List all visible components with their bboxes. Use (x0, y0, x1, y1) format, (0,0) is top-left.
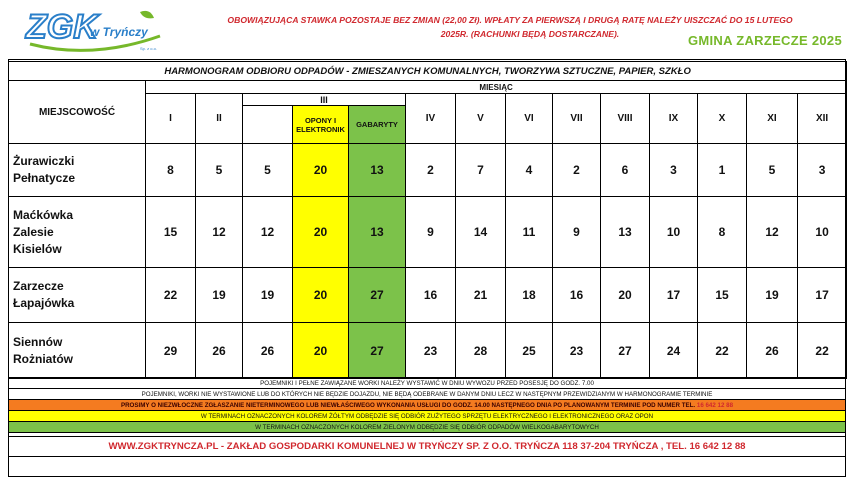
schedule-row (9, 144, 847, 197)
date-cell: 29 (146, 323, 196, 379)
gmina-title: GMINA ZARZECZE 2025 (687, 33, 842, 48)
date-cell: 20 (601, 268, 650, 323)
date-cell: 25 (506, 323, 553, 379)
date-cell: 9 (406, 197, 456, 268)
month-header: IX (650, 94, 698, 144)
location-name: Siennów (13, 334, 63, 349)
date-cell: 26 (196, 323, 243, 379)
date-cell: 13 (349, 197, 406, 268)
date-cell: 5 (196, 144, 243, 197)
footer-website: WWW.ZGKTRYNCZA.PL - ZAKŁAD GOSPODARKI KOMUNELNEJ W TRYŃCZY SP. Z O.O. TRYŃCZA 118 37-204 TRYŃCZA , TEL. 16 642 12 88 (9, 437, 846, 457)
date-cell: 12 (747, 197, 798, 268)
date-cell: 19 (243, 268, 293, 323)
month-header: VI (506, 94, 553, 144)
march-regular-subheader (243, 106, 293, 144)
zgk-logo (22, 6, 172, 54)
date-cell: 10 (650, 197, 698, 268)
date-cell: 12 (243, 197, 293, 268)
date-cell: 20 (293, 323, 349, 379)
location-name: Rożniatów (13, 351, 73, 366)
location-name: Kisielów (13, 241, 62, 256)
schedule-table (8, 61, 847, 379)
date-cell: 8 (698, 197, 747, 268)
location-cell (9, 323, 146, 379)
date-cell: 20 (293, 197, 349, 268)
date-cell: 16 (553, 268, 601, 323)
footer-phone: 16 642 12 88 (696, 401, 734, 409)
date-cell: 22 (146, 268, 196, 323)
date-cell: 28 (456, 323, 506, 379)
date-cell: 20 (293, 268, 349, 323)
date-cell: 23 (553, 323, 601, 379)
location-name: Żurawiczki (13, 154, 75, 168)
date-cell: 7 (456, 144, 506, 197)
date-cell: 4 (506, 144, 553, 197)
footer-line-4-yellow: W TERMINACH OZNACZONYCH KOLOREM ŻÓŁTYM ODBĘDZIE SIĘ ODBIÓR ZUŻYTEGO SPRZĘTU ELEKTRYCZNEGO I ELEKTRONICZNEGO ORAZ OPON (9, 411, 846, 422)
date-cell: 9 (553, 197, 601, 268)
location-name: Zalesie (13, 224, 54, 239)
date-cell: 3 (650, 144, 698, 197)
location-cell (9, 197, 146, 268)
date-cell: 13 (349, 144, 406, 197)
month-header: V (456, 94, 506, 144)
month-header: II (196, 94, 243, 144)
date-cell: 16 (406, 268, 456, 323)
footer-line-3 (9, 400, 846, 411)
date-cell: 21 (456, 268, 506, 323)
footer-line-5-green: W TERMINACH OZNACZONYCH KOLOREM ZIELONYM ODBĘDZIE SIĘ ODBIÓR ODPADÓW WIELKOGABARYTOWYCH (9, 422, 846, 433)
logo-small: Sp. z o.o. (140, 46, 157, 51)
date-cell: 3 (798, 144, 847, 197)
date-cell: 15 (146, 197, 196, 268)
date-cell: 5 (747, 144, 798, 197)
date-cell: 11 (506, 197, 553, 268)
footer-line-1: POJEMNIKI I PEŁNE ZAWIĄZANE WORKI NALEŻY WYSTAWIĆ W DNIU WYWOZU PRZED POSESJĘ DO GODZ. 7.00 (9, 378, 846, 389)
footer-line-3-text: PROSIMY O NIEZWŁOCZNE ZGŁASZANIE NIETERMINOWEGO LUB NIEWŁAŚCIWEGO WYKONANIA USŁUGI DO GODZ. 14.00 NASTĘPNEGO DNIA PO PLANOWANYM TERMINIE POD NUMER TEL. (120, 401, 696, 409)
notice-line-2: 2025R. (RACHUNKI BĘDĄ DOSTARCZANE). (440, 29, 620, 39)
date-cell: 13 (601, 197, 650, 268)
date-cell: 22 (798, 323, 847, 379)
month-header: XI (747, 94, 798, 144)
date-cell: 27 (601, 323, 650, 379)
date-cell: 26 (243, 323, 293, 379)
footer-notes (8, 377, 846, 457)
date-cell: 15 (698, 268, 747, 323)
date-cell: 8 (146, 144, 196, 197)
location-cell (9, 268, 146, 323)
schedule-row (9, 323, 847, 379)
logo-sub: w Tryńczy (90, 25, 148, 39)
date-cell: 20 (293, 144, 349, 197)
schedule-row (9, 268, 847, 323)
location-name: Maćkówka (13, 207, 74, 222)
date-cell: 14 (456, 197, 506, 268)
date-cell: 5 (243, 144, 293, 197)
miejscowosc-header: MIEJSCOWOŚĆ (9, 81, 146, 144)
miesiac-header: MIESIĄC (146, 81, 847, 94)
date-cell: 27 (349, 323, 406, 379)
date-cell: 10 (798, 197, 847, 268)
month-header-march: III (243, 94, 406, 106)
schedule-row (9, 197, 847, 268)
march-gabaryty-subheader: GABARYTY (349, 106, 406, 144)
month-header: VIII (601, 94, 650, 144)
date-cell: 23 (406, 323, 456, 379)
location-name: Zarzecze (13, 279, 64, 293)
location-cell (9, 144, 146, 197)
date-cell: 1 (698, 144, 747, 197)
schedule-title: HARMONOGRAM ODBIORU ODPADÓW - ZMIESZANYCH KOMUNALNYCH, TWORZYWA SZTUCZNE, PAPIER, SZKŁO (9, 62, 847, 81)
date-cell: 2 (553, 144, 601, 197)
schedule-rows (9, 144, 847, 379)
month-header: I (146, 94, 196, 144)
date-cell: 19 (747, 268, 798, 323)
date-cell: 26 (747, 323, 798, 379)
location-name: Łapajówka (13, 296, 75, 310)
month-header: X (698, 94, 747, 144)
date-cell: 18 (506, 268, 553, 323)
footer-line-2: POJEMNIKI, WORKI NIE WYSTAWIONE LUB DO KTÓRYCH NIE BĘDZIE DOJAZDU, NIE BĘDĄ ODEBRANE W DANYM DNIU LECZ W NASTĘPNYM PRZEWIDZIANYM W HARMONOGRAMIE TERMINIE (9, 389, 846, 400)
notice-line-1: OBOWIĄZUJĄCA STAWKA POZOSTAJE BEZ ZMIAN (22,00 Zł). WPŁATY ZA PIERWSZĄ I DRUGĄ RATĘ NALEŻY UISZCZAĆ DO 15 LUTEGO (227, 15, 793, 25)
date-cell: 22 (698, 323, 747, 379)
month-header: IV (406, 94, 456, 144)
logo-text: ZGK (26, 8, 98, 46)
date-cell: 2 (406, 144, 456, 197)
date-cell: 6 (601, 144, 650, 197)
month-header: XII (798, 94, 847, 144)
location-name: Pełnatycze (13, 171, 76, 185)
march-opony-subheader: OPONY I ELEKTRONIK (293, 106, 349, 144)
date-cell: 17 (650, 268, 698, 323)
month-header: VII (553, 94, 601, 144)
date-cell: 12 (196, 197, 243, 268)
date-cell: 27 (349, 268, 406, 323)
date-cell: 19 (196, 268, 243, 323)
date-cell: 24 (650, 323, 698, 379)
date-cell: 17 (798, 268, 847, 323)
